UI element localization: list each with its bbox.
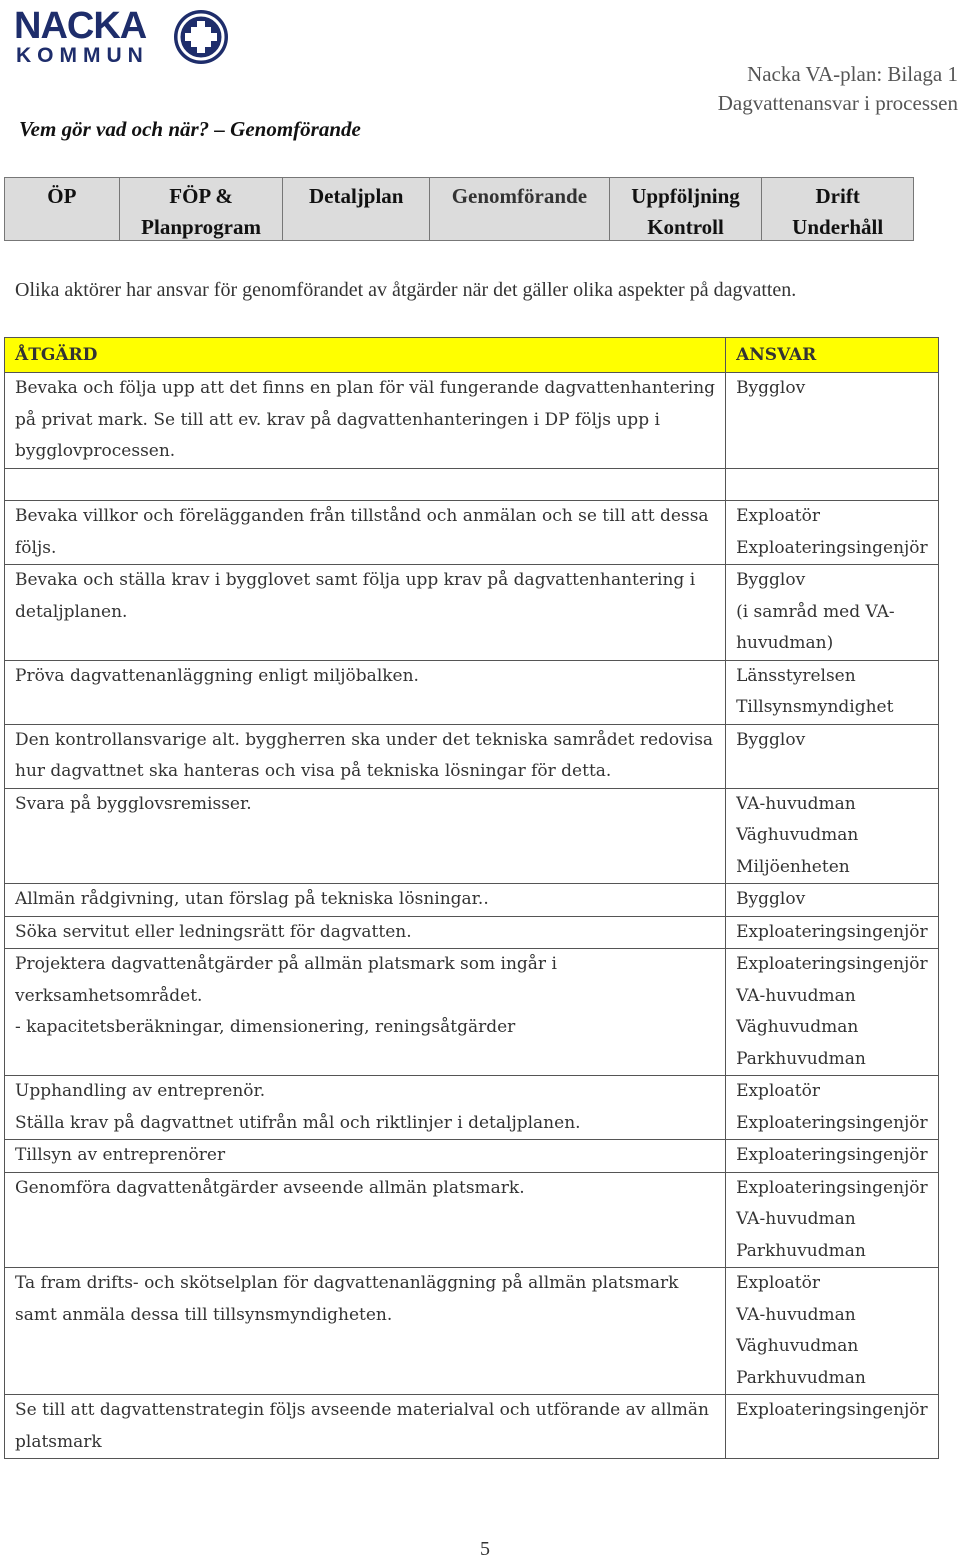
action-text-line bbox=[15, 469, 715, 501]
phase-fop-label: FÖP & bbox=[169, 184, 233, 208]
responsible-cell bbox=[726, 916, 939, 949]
header-responsible: ANSVAR bbox=[726, 338, 939, 373]
logo-word-nacka: NACKA bbox=[14, 5, 147, 47]
header-action: ÅTGÄRD bbox=[5, 338, 726, 373]
action-text-line: bygglovprocessen. bbox=[15, 441, 176, 461]
responsibility-table-body bbox=[5, 338, 939, 1459]
document-title-line-2: Dagvattenansvar i processen bbox=[717, 91, 958, 115]
process-phase-bar bbox=[4, 177, 914, 241]
phase-op-label: ÖP bbox=[47, 184, 77, 208]
responsible-text-line: Bygglov bbox=[736, 570, 806, 590]
phase-kontroll-label: Kontroll bbox=[647, 215, 724, 239]
responsible-text-line: Väghuvudman bbox=[736, 1017, 859, 1037]
responsible-text-line: Tillsynsmyndighet bbox=[736, 697, 894, 717]
phase-fop-planprogram bbox=[120, 178, 284, 240]
action-cell bbox=[5, 916, 726, 949]
table-row bbox=[5, 1268, 939, 1395]
table-row bbox=[5, 565, 939, 661]
action-cell bbox=[5, 1076, 726, 1140]
responsible-cell bbox=[726, 724, 939, 788]
action-cell bbox=[5, 788, 726, 884]
table-row bbox=[5, 501, 939, 565]
responsible-text-line: Exploatör bbox=[736, 506, 820, 526]
intro-paragraph: Olika aktörer har ansvar för genomförandet av åtgärder när det gäller olika aspekter på dagvatten. bbox=[15, 279, 797, 301]
responsible-text-line: Bygglov bbox=[736, 889, 806, 909]
table-row bbox=[5, 1395, 939, 1459]
action-cell bbox=[5, 1172, 726, 1268]
table-row bbox=[5, 373, 939, 469]
phase-op bbox=[5, 178, 120, 240]
action-cell bbox=[5, 660, 726, 724]
phase-detaljplan bbox=[283, 178, 430, 240]
phase-drift-label: Drift bbox=[815, 184, 860, 208]
responsible-text-line: VA-huvudman bbox=[736, 1304, 856, 1325]
section-heading: Vem gör vad och när? – Genomförande bbox=[19, 117, 361, 141]
responsible-text-line: Exploateringsingenjör bbox=[736, 1177, 928, 1198]
table-row bbox=[5, 788, 939, 884]
action-cell bbox=[5, 501, 726, 565]
table-row bbox=[5, 724, 939, 788]
responsible-text-line: VA-huvudman bbox=[736, 1209, 856, 1229]
responsible-cell bbox=[726, 1268, 939, 1395]
action-text-line: Bevaka och ställa krav i bygglovet samt följa upp krav på dagvattenhantering i bbox=[15, 570, 696, 590]
responsible-text-line: Bygglov bbox=[736, 729, 806, 750]
table-row bbox=[5, 1172, 939, 1268]
action-text-line: Ta fram drifts- och skötselplan för dagvattenanläggning på allmän platsmark bbox=[15, 1273, 679, 1293]
logo-emblem-icon bbox=[172, 8, 230, 66]
action-text-line: Genomföra dagvattenåtgärder avseende allmän platsmark. bbox=[15, 1177, 525, 1198]
responsible-cell bbox=[726, 468, 939, 501]
phase-fop-label-2: Planprogram bbox=[141, 215, 261, 239]
responsible-text-line: Väghuvudman bbox=[736, 825, 859, 845]
action-cell bbox=[5, 1268, 726, 1395]
action-cell bbox=[5, 468, 726, 501]
action-cell bbox=[5, 724, 726, 788]
action-text-line: samt anmäla dessa till tillsynsmyndigheten. bbox=[15, 1304, 393, 1325]
page-number: 5 bbox=[480, 1538, 490, 1560]
table-row bbox=[5, 1140, 939, 1173]
responsible-text-line: Exploateringsingenjör bbox=[736, 1112, 928, 1133]
responsible-cell bbox=[726, 1172, 939, 1268]
action-cell bbox=[5, 373, 726, 469]
action-text-line: Projektera dagvattenåtgärder på allmän platsmark som ingår i bbox=[15, 954, 557, 974]
responsible-text-line: Parkhuvudman bbox=[736, 1048, 866, 1069]
table-row bbox=[5, 1076, 939, 1140]
responsible-text-line: VA-huvudman bbox=[736, 793, 856, 814]
responsible-text-line: (i samråd med VA- bbox=[736, 601, 895, 622]
action-text-line: Se till att dagvattenstrategin följs avseende materialval och utförande av allmän bbox=[15, 1400, 709, 1420]
phase-uppfoljning-kontroll bbox=[610, 178, 763, 240]
phase-genomforande bbox=[430, 178, 610, 240]
action-text-line: platsmark bbox=[15, 1431, 102, 1452]
phase-uppfoljning-label: Uppföljning bbox=[631, 184, 740, 208]
responsible-text-line: VA-huvudman bbox=[736, 985, 856, 1006]
document-title bbox=[718, 60, 958, 118]
responsible-cell bbox=[726, 1076, 939, 1140]
action-text-line: Den kontrollansvarige alt. byggherren ska under det tekniska samrådet redovisa bbox=[15, 729, 714, 750]
responsible-text-line: Länsstyrelsen bbox=[736, 665, 856, 686]
responsible-cell bbox=[726, 1395, 939, 1459]
responsible-text-line: Exploateringsingenjör bbox=[736, 921, 928, 942]
action-cell bbox=[5, 1140, 726, 1173]
table-row bbox=[5, 660, 939, 724]
responsible-text-line: Miljöenheten bbox=[736, 856, 850, 877]
responsible-text-line: Exploatör bbox=[736, 1081, 820, 1101]
action-cell bbox=[5, 1395, 726, 1459]
action-cell bbox=[5, 949, 726, 1076]
table-header-row bbox=[5, 338, 939, 373]
responsible-text-line: Parkhuvudman bbox=[736, 1240, 866, 1261]
responsible-cell bbox=[726, 660, 939, 724]
responsibility-table bbox=[4, 337, 939, 1459]
responsible-cell bbox=[726, 884, 939, 917]
phase-drift-underhall bbox=[762, 178, 913, 240]
action-text-line: - kapacitetsberäkningar, dimensionering, reningsåtgärder bbox=[15, 1017, 516, 1037]
responsible-text-line: Väghuvudman bbox=[736, 1336, 859, 1356]
responsible-cell bbox=[726, 788, 939, 884]
action-text-line: Ställa krav på dagvattnet utifrån mål och riktlinjer i detaljplanen. bbox=[15, 1112, 581, 1133]
nacka-kommun-logo bbox=[14, 6, 229, 72]
responsible-text-line: Exploateringsingenjör bbox=[736, 1400, 928, 1420]
action-text-line: på privat mark. Se till att ev. krav på dagvattenhanteringen i DP följs upp i bbox=[15, 409, 660, 430]
responsible-cell bbox=[726, 373, 939, 469]
action-cell bbox=[5, 565, 726, 661]
action-text-line: följs. bbox=[15, 537, 57, 558]
responsible-text-line bbox=[736, 469, 928, 501]
action-text-line: Pröva dagvattenanläggning enligt miljöbalken. bbox=[15, 665, 419, 686]
responsible-text-line: Exploateringsingenjör bbox=[736, 1145, 928, 1165]
table-row bbox=[5, 916, 939, 949]
responsible-text-line: Exploateringsingenjör bbox=[736, 537, 928, 558]
document-title-line-1: Nacka VA-plan: Bilaga 1 bbox=[747, 62, 958, 86]
action-cell bbox=[5, 884, 726, 917]
action-text-line: detaljplanen. bbox=[15, 601, 128, 622]
action-text-line: verksamhetsområdet. bbox=[15, 985, 203, 1006]
responsible-text-line: Parkhuvudman bbox=[736, 1367, 866, 1388]
responsible-cell bbox=[726, 501, 939, 565]
responsible-text-line: huvudman) bbox=[736, 633, 834, 653]
action-text-line: Söka servitut eller ledningsrätt för dagvatten. bbox=[15, 921, 412, 942]
table-row bbox=[5, 949, 939, 1076]
responsible-text-line: Exploateringsingenjör bbox=[736, 954, 928, 974]
responsible-cell bbox=[726, 1140, 939, 1173]
responsible-cell bbox=[726, 949, 939, 1076]
action-text-line: hur dagvattnet ska hanteras och visa på tekniska lösningar för detta. bbox=[15, 761, 612, 781]
action-text-line: Bevaka och följa upp att det finns en plan för väl fungerande dagvattenhantering bbox=[15, 378, 716, 398]
phase-underhall-label: Underhåll bbox=[792, 215, 884, 239]
table-row bbox=[5, 468, 939, 501]
phase-detaljplan-label: Detaljplan bbox=[308, 184, 404, 208]
action-text-line: Svara på bygglovsremisser. bbox=[15, 793, 252, 814]
logo-word-kommun: KOMMUN bbox=[16, 44, 149, 67]
responsible-cell bbox=[726, 565, 939, 661]
table-row bbox=[5, 884, 939, 917]
action-text-line: Upphandling av entreprenör. bbox=[15, 1081, 266, 1101]
action-text-line: Bevaka villkor och förelägganden från tillstånd och anmälan och se till att dessa bbox=[15, 506, 709, 526]
action-text-line: Tillsyn av entreprenörer bbox=[15, 1145, 226, 1165]
action-text-line: Allmän rådgivning, utan förslag på tekniska lösningar.. bbox=[15, 889, 489, 909]
phase-genomforande-label: Genomförande bbox=[451, 184, 588, 208]
responsible-text-line: Exploatör bbox=[736, 1273, 820, 1293]
responsible-text-line: Bygglov bbox=[736, 378, 806, 398]
